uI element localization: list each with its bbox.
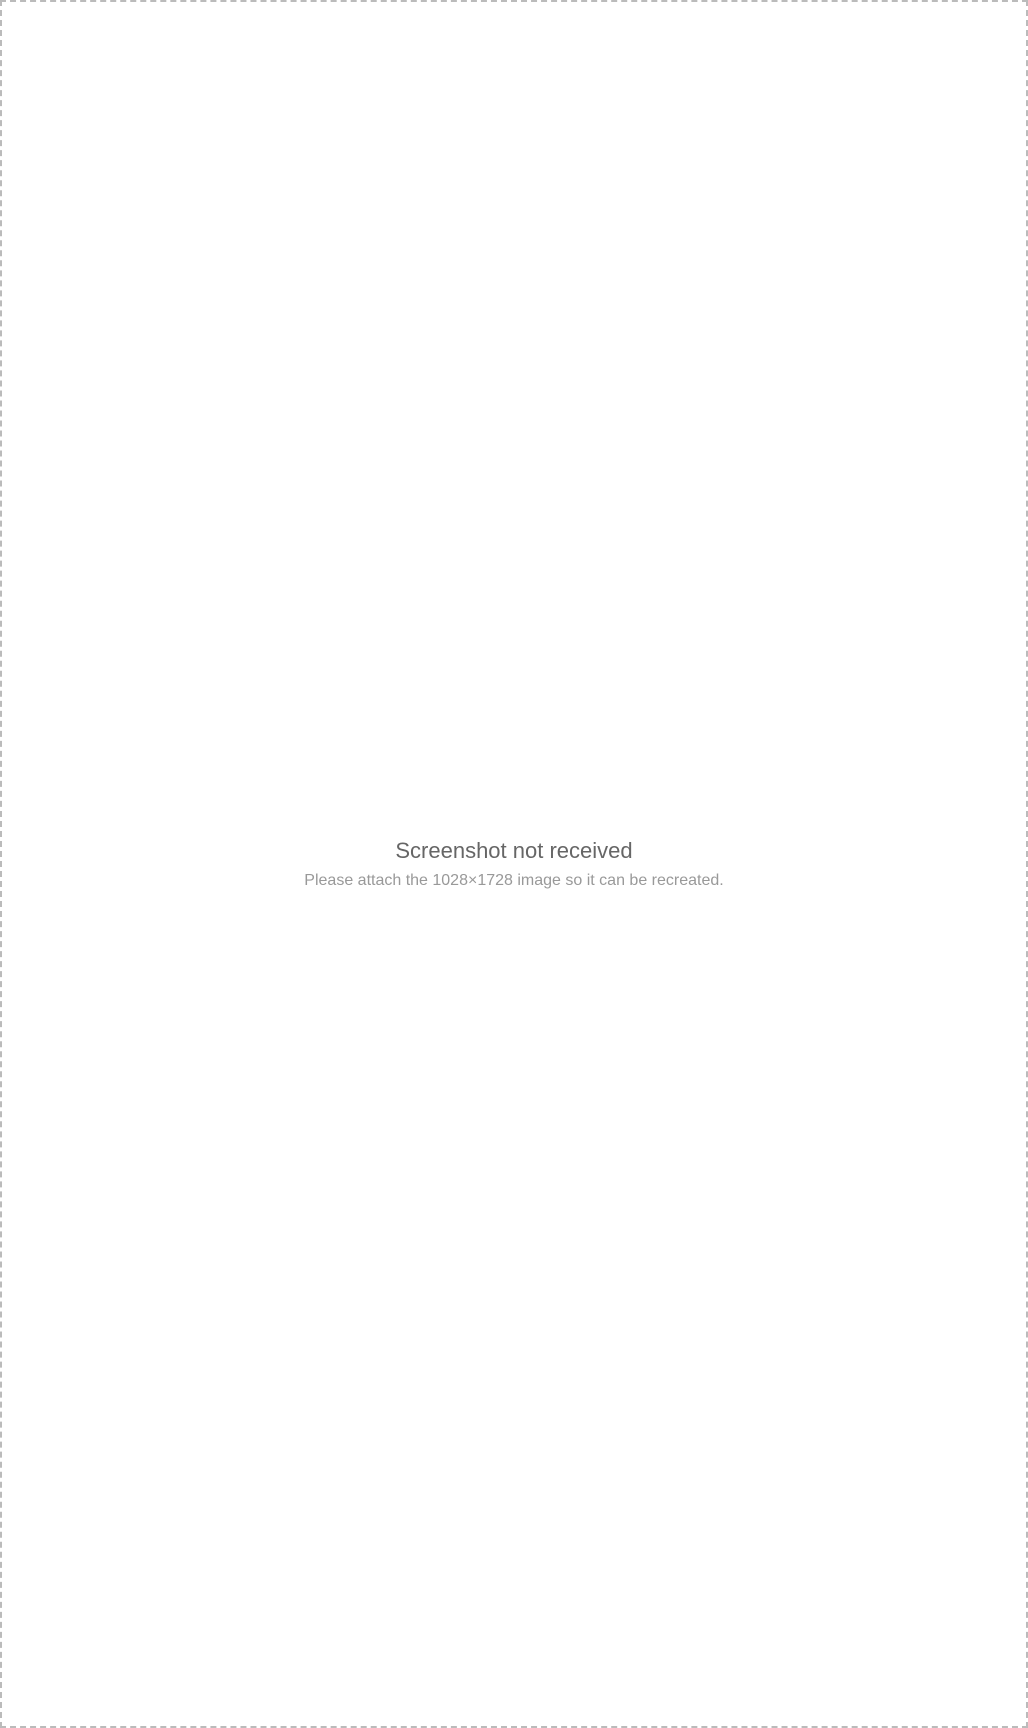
notice-detail: Please attach the 1028×1728 image so it can be recreated. [304, 872, 724, 889]
notice-title: Screenshot not received [395, 838, 633, 863]
